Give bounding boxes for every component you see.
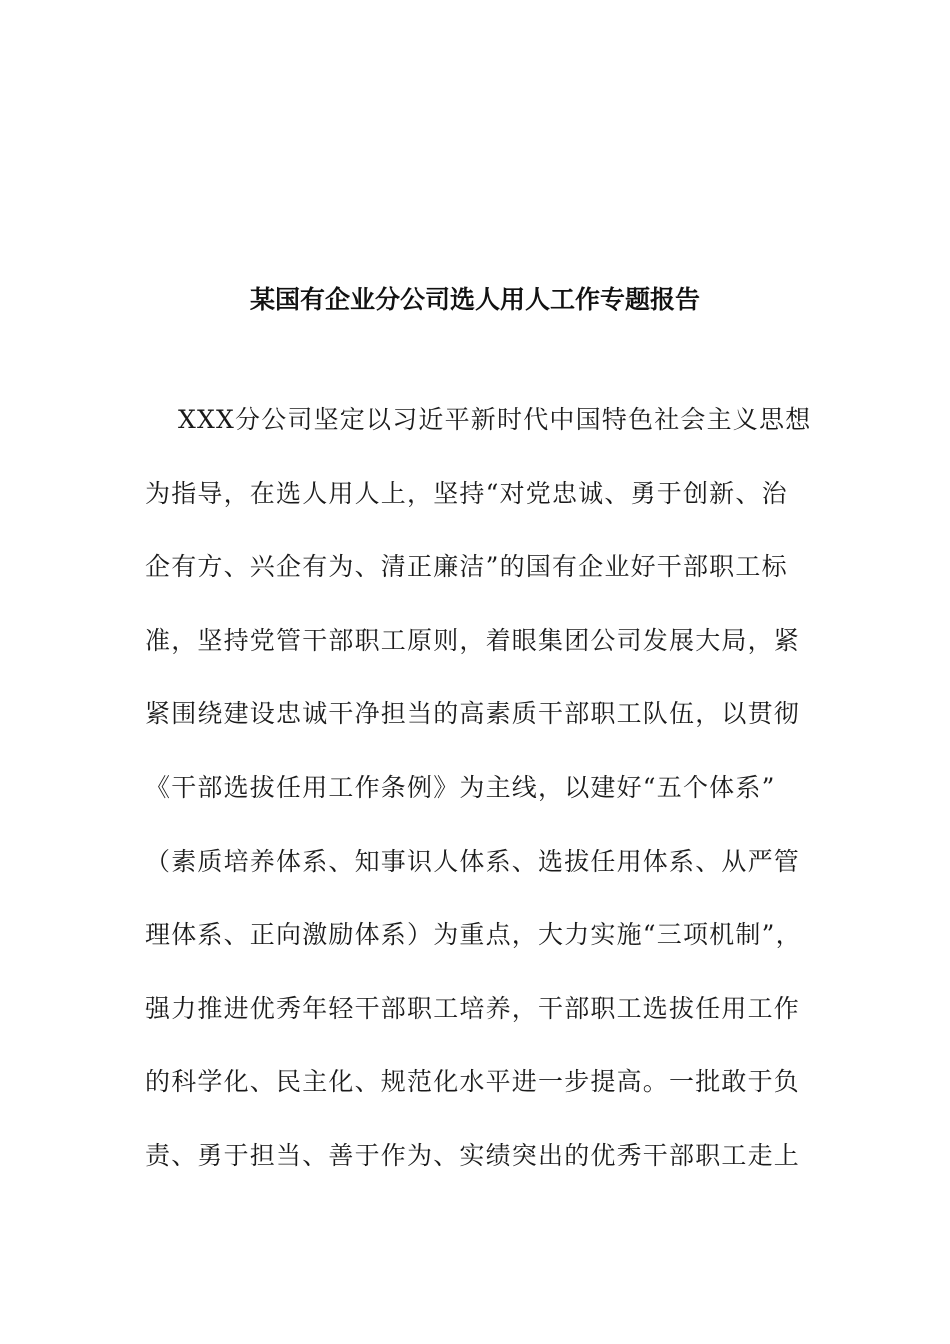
body-line: 理体系、正向激励体系）为重点，大力实施“三项机制”， — [145, 920, 802, 950]
body-line: 强力推进优秀年轻干部职工培养，干部职工选拔任用工作 — [145, 993, 801, 1023]
body-line: XXX分公司坚定以习近平新时代中国特色社会主义思想 — [178, 405, 812, 434]
body-line: （素质培养体系、知事识人体系、选拔任用体系、从严管 — [145, 846, 801, 876]
body-line: 的科学化、民主化、规范化水平进一步提高。一批敢于负 — [145, 1067, 801, 1097]
body-line: 准，坚持党管干部职工原则，着眼集团公司发展大局，紧 — [145, 625, 801, 655]
body-line: 紧围绕建设忠诚干净担当的高素质干部职工队伍，以贯彻 — [145, 699, 801, 729]
body-line: 为指导，在选人用人上，坚持“对党忠诚、勇于创新、治 — [145, 478, 788, 508]
body-line: 责、勇于担当、善于作为、实绩突出的优秀干部职工走上 — [145, 1140, 801, 1170]
body-line: 企有方、兴企有为、清正廉洁”的国有企业好干部职工标 — [145, 552, 788, 582]
document-body — [145, 402, 825, 1212]
document-title: 某国有企业分公司选人用人工作专题报告 — [249, 285, 700, 314]
body-line: 《干部选拔任用工作条例》为主线，以建好“五个体系” — [145, 772, 776, 802]
